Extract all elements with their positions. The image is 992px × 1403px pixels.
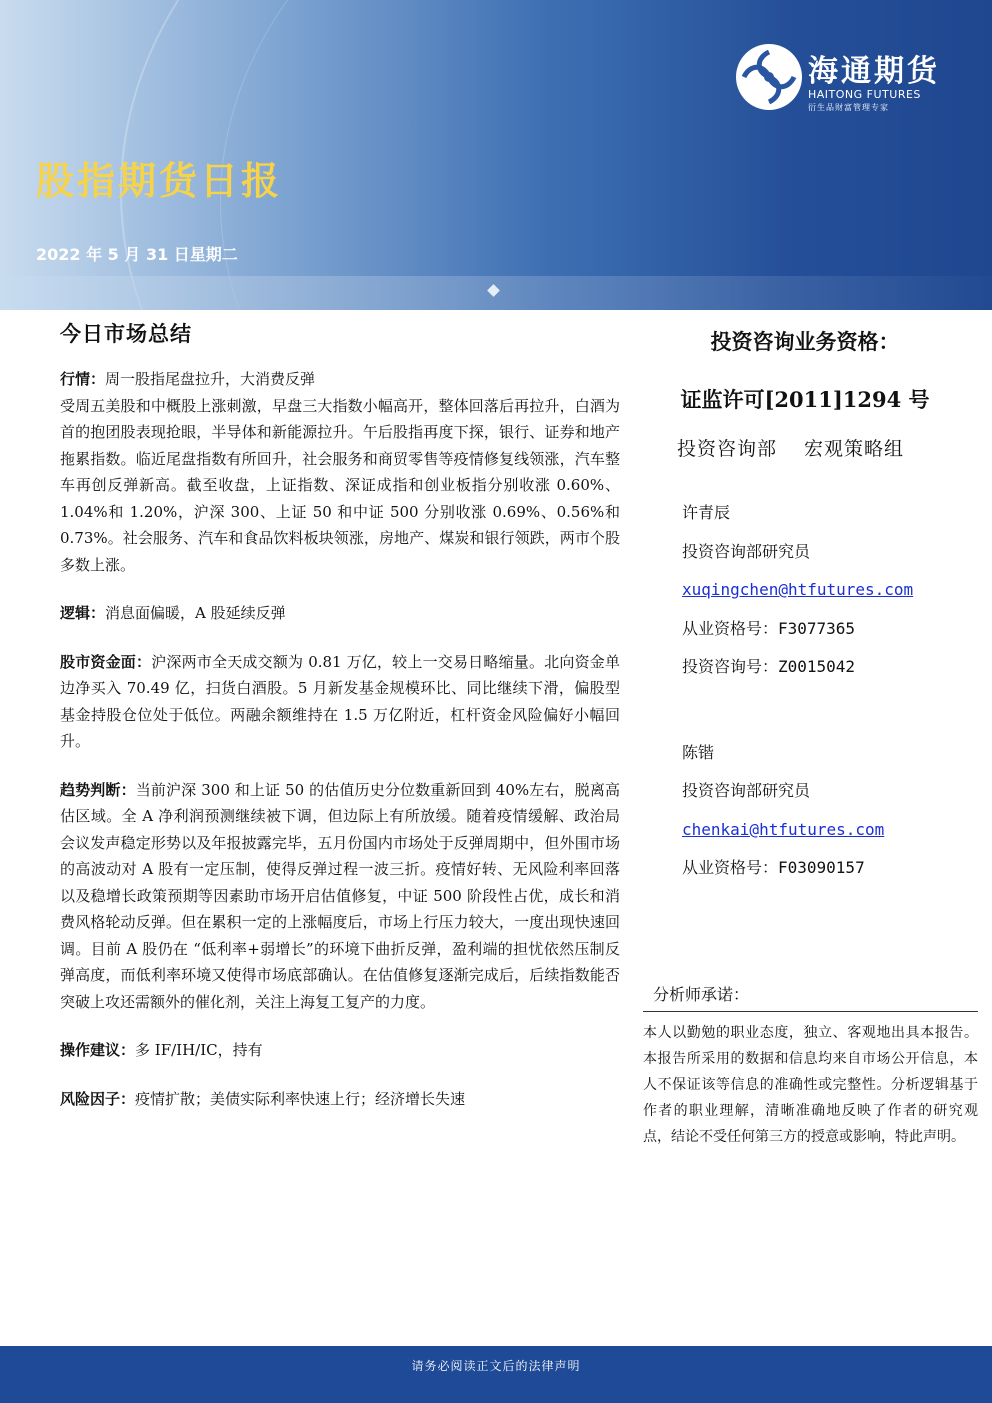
risk-lead: 风险因子： xyxy=(60,1089,136,1108)
header-banner xyxy=(0,0,992,310)
logic-paragraph xyxy=(60,600,620,627)
logo-tagline: 衍生品财富管理专家 xyxy=(808,103,889,112)
market-lead: 行情： xyxy=(60,370,106,388)
pledge-title: 分析师承诺： xyxy=(653,985,750,1004)
analyst-cert-number: 从业资格号：F3077365 xyxy=(682,618,856,638)
logo-emblem-icon xyxy=(736,44,802,110)
footer-bar xyxy=(0,1346,992,1403)
risk-paragraph xyxy=(60,1086,620,1113)
advice-body: 多 IF/IH/IC，持有 xyxy=(135,1041,263,1059)
pledge-body: 本人以勤勉的职业态度，独立、客观地出具本报告。本报告所采用的数据和信息均来自市场公开信息，本人不保证该等信息的准确性或完整性。分析逻辑基于作者的职业理解，清晰准确地反映了作者的研究观点，结论不受任何第三方的授意或影响，特此声明。 xyxy=(643,1025,978,1145)
analyst-card xyxy=(682,494,975,687)
department: 投资咨询部 宏观策略组 xyxy=(677,438,905,460)
analyst-name: 陈锴 xyxy=(682,742,715,762)
logic-lead: 逻辑： xyxy=(60,604,106,622)
analyst-advisory-number: 投资咨询号：Z0015042 xyxy=(682,657,856,676)
analyst-pledge xyxy=(643,982,978,1150)
analyst-name: 许青辰 xyxy=(682,503,731,522)
funds-body: 沪深两市全天成交额为 0.81 万亿，较上一交易日略缩量。北向资金单边净买入 70.49 亿，扫货白酒股。5 月新发基金规模环比、同比继续下滑，偏股型基金持股仓位处于低位。两融余额维持在 1.5 万亿附近，杠杆资金风险偏好小幅回升。 xyxy=(60,652,620,750)
advice-lead: 操作建议： xyxy=(60,1041,136,1059)
analyst-sidebar xyxy=(655,326,975,888)
market-summary xyxy=(60,316,620,1134)
market-headline: 周一股指尾盘拉升，大消费反弹 xyxy=(105,370,316,388)
risk-body: 疫情扩散；美债实际利率快速上行；经济增长失速 xyxy=(135,1089,466,1108)
report-date: 2022 年 5 月 31 日星期二 xyxy=(36,245,238,264)
summary-heading: 今日市场总结 xyxy=(60,321,192,346)
report-title: 股指期货日报 xyxy=(36,158,283,203)
logo-chinese-name: 海通期货 xyxy=(808,54,940,89)
analyst-cert-number: 从业资格号：F03090157 xyxy=(682,858,865,877)
funds-lead: 股市资金面： xyxy=(60,652,152,671)
company-logo xyxy=(736,44,956,114)
legal-notice: 请务必阅读正文后的法律声明 xyxy=(411,1359,581,1373)
analyst-email-link[interactable]: xuqingchen@htfutures.com xyxy=(682,580,914,599)
license-number: 证监许可[2011]1294 号 xyxy=(680,387,930,412)
market-paragraph xyxy=(60,366,620,578)
analyst-email-link[interactable]: chenkai@htfutures.com xyxy=(682,819,885,839)
advice-paragraph xyxy=(60,1037,620,1064)
trend-body: 当前沪深 300 和上证 50 的估值历史分位数重新回到 40%左右，脱离高估区域。全 A 净利润预测继续被下调，但边际上有所放缓。随着疫情缓解、政治局会议发声稳定形势以及年报披露完毕，五月份国内市场处于反弹周期中，但外围市场的高波动对 A 股有一定压制，使得反弹过程一波三折。疫情好转、无风险利率回落以及稳增长政策预期等因素助市场开启估值修复，中证 500 阶段性占优，成长和消费风格轮动反弹。但在累积一定的上涨幅度后，市场上行压力较大，一度出现快速回调。目前 A 股仍在 “低利率+弱增长”的环境下曲折反弹，盈利端的担忧依然压制反弹高度，而低利率环境又使得市场底部确认。在估值修复逐渐完成后，后续指数能否突破上攻还需额外的催化剂，关注上海复工复产的力度。 xyxy=(60,780,620,1011)
trend-paragraph xyxy=(60,777,620,1016)
divider xyxy=(643,1011,978,1012)
analyst-role: 投资咨询部研究员 xyxy=(682,781,811,800)
logo-english-name: HAITONG FUTURES xyxy=(808,88,921,101)
funds-paragraph xyxy=(60,649,620,755)
qualification-title: 投资咨询业务资格： xyxy=(710,329,900,354)
logic-body: 消息面偏暖，A 股延续反弹 xyxy=(105,604,286,622)
analyst-card xyxy=(682,734,975,888)
market-body: 受周五美股和中概股上涨刺激，早盘三大指数小幅高开，整体回落后再拉升，白酒为首的抱团股表现抢眼，半导体和新能源拉升。午后股指再度下探，银行、证券和地产拖累指数。临近尾盘指数有所回升，社会服务和商贸零售等疫情修复线领涨，汽车整车再创反弹新高。截至收盘，上证指数、深证成指和创业板指分别收涨 0.60%、1.04%和 1.20%，沪深 300、上证 50 和中证 500 分别收涨 0.69%、0.56%和 0.73%。社会服务、汽车和食品饮料板块领涨，房地产、煤炭和银行领跌，两市个股多数上涨。 xyxy=(60,396,620,574)
trend-lead: 趋势判断： xyxy=(60,780,136,799)
analyst-role: 投资咨询部研究员 xyxy=(682,541,811,561)
